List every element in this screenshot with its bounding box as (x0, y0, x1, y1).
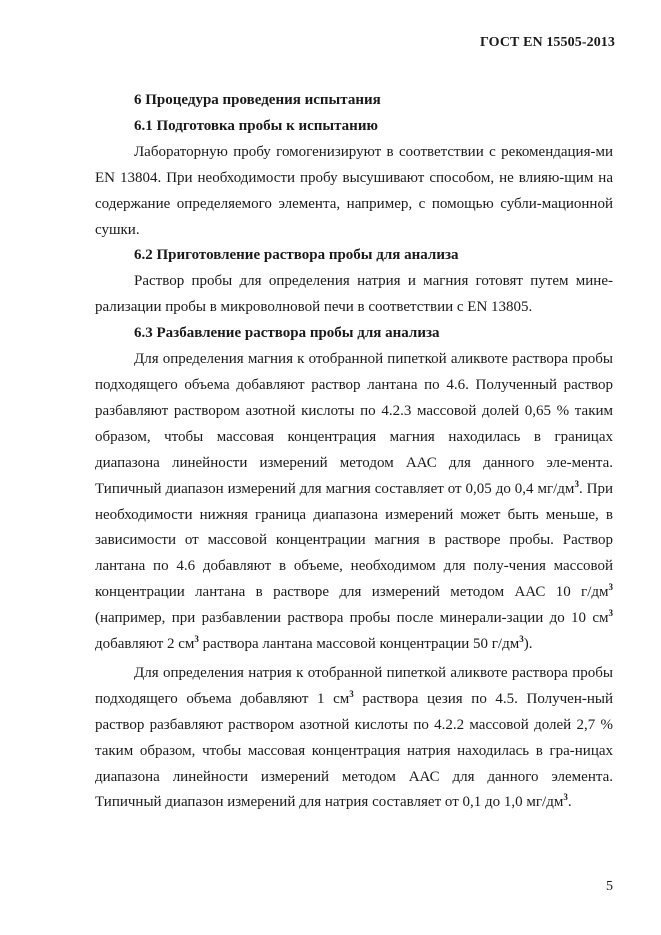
section-6-2-text: Раствор пробы для определения натрия и магния готовят путем мине-рализации пробы в микроволновой печи в соответствии с EN 13805. (95, 273, 613, 316)
document-body (95, 88, 613, 816)
section-6-1-title: 6.1 Подготовка пробы к испытанию (134, 117, 378, 134)
section-6-title: 6 Процедура проведения испытания (134, 92, 381, 108)
section-6-1-text: Лабораторную пробу гомогенизируют в соответствии с рекомендация-ми EN 13804. При необходимости пробу высушивают способом, не влияю-щим на содержание определяемого элемента, например, с помощью субли-мационной сушки. (95, 143, 613, 238)
section-6-3-title: 6.3 Разбавление раствора пробы для анализа (134, 325, 440, 342)
section-6-3-paragraph-1: Для определения магния к отобранной пипеткой аликвоте раствора пробы подходящего объема добавляют раствор лантана по 4.6. Полученный раствор разбавляют раствором азотной кислоты по 4.2.3 массовой долей 0,65 % таким образом, чтобы массовая концентрация магния находилась в границах диапазона линейности измерений методом ААС для данного эле-мента. Типичный диапазон измерений для магния составляет от 0,05 до 0,4 $мг/дм^3$. При необходимости нижняя граница диапазона измерений может быть меньше, в зависимости от массовой концентрации магния в растворе пробы. Раствор лантана по 4.6 добавляют в объеме, необходимом для полу-чения массовой концентрации лантана в растворе для измерений методом ААС 10 $г/дм^3$ (например, при разбавлении раствора пробы после минерали-зации до 10 $см^3$ добавляют 2 $см^3$ раствора лантана массовой концентрации 50 $г/дм^3$). (95, 351, 613, 653)
page-number: 5 (606, 879, 613, 894)
section-6-2-title: 6.2 Приготовление раствора пробы для анализа (134, 247, 459, 264)
section-6-3-paragraph-2: Для определения натрия к отобранной пипеткой аликвоте раствора пробы подходящего объема добавляют 1 $см^3$ раствора цезия по 4.5. Получен-ный раствор разбавляют раствором азотной кислоты по 4.2.2 массовой долей 2,7 % таким образом, чтобы массовая концентрация натрия находилась в гра-ницах диапазона линейности измерений методом ААС для данного элемента. Типичный диапазон измерений для натрия составляет от 0,1 до 1,0 $мг/дм^3$. (95, 664, 613, 811)
standard-header: ГОСТ EN 15505-2013 (480, 35, 615, 50)
